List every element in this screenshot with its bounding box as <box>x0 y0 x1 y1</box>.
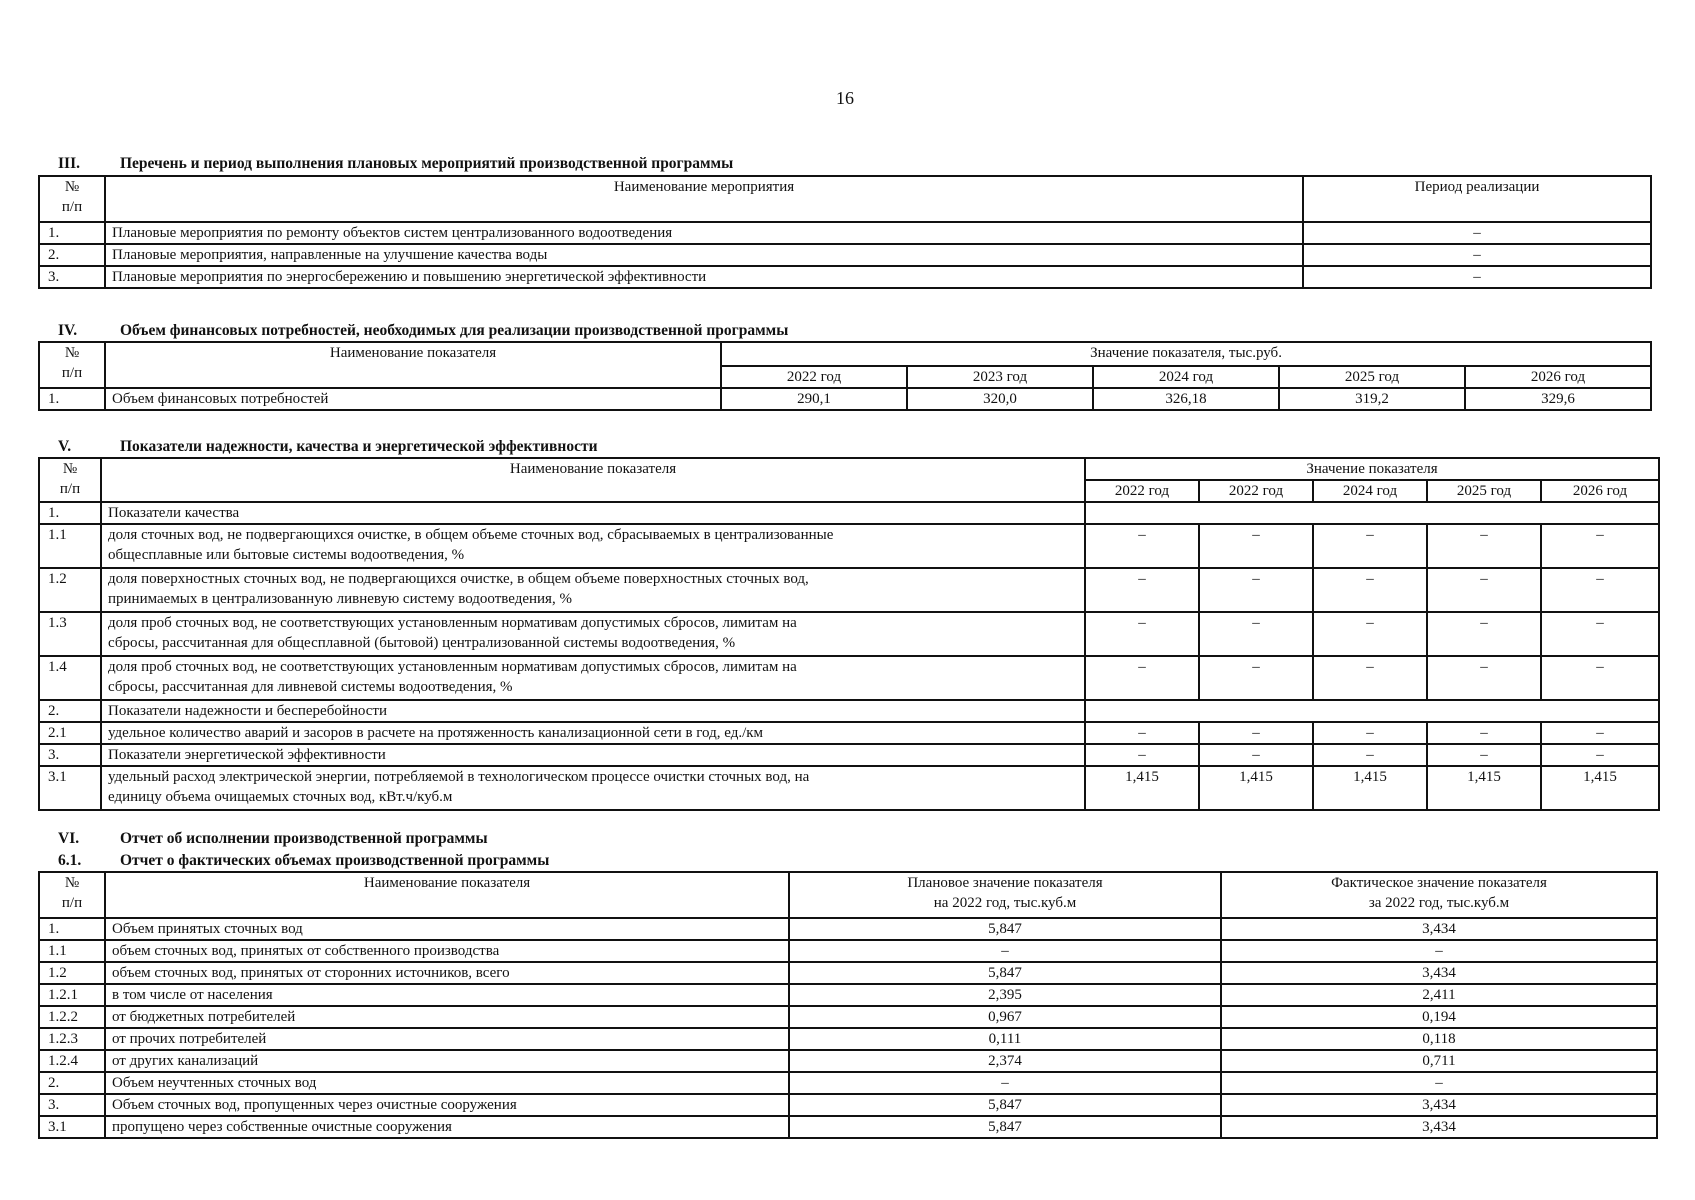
row-no: 1.2 <box>39 962 105 984</box>
row-no: 1.4 <box>39 656 101 700</box>
table-actual-volumes <box>38 871 1658 1139</box>
table-row <box>39 1072 1657 1094</box>
row-name: от прочих потребителей <box>105 1028 789 1050</box>
row-name: Объем сточных вод, пропущенных через очистные сооружения <box>105 1094 789 1116</box>
table-row <box>39 568 1659 612</box>
row-no: 1. <box>39 222 105 244</box>
row-value: 1,415 <box>1313 766 1427 810</box>
row-value: – <box>1199 612 1313 656</box>
row-fact: 3,434 <box>1221 962 1657 984</box>
table-reliability-indicators <box>38 457 1660 811</box>
row-value: – <box>1313 722 1427 744</box>
row-name: от других канализаций <box>105 1050 789 1072</box>
row-name: Объем финансовых потребностей <box>105 388 721 410</box>
row-no: 3. <box>39 744 101 766</box>
row-plan: 5,847 <box>789 1116 1221 1138</box>
table-financial-needs <box>38 341 1652 411</box>
section-4-number: IV. <box>58 322 78 339</box>
row-value: – <box>1313 656 1427 700</box>
header-plan: Плановое значение показателя на 2022 год, тыс.куб.м <box>789 872 1221 918</box>
row-value: – <box>1199 744 1313 766</box>
row-value: – <box>1085 722 1199 744</box>
row-no: 1.3 <box>39 612 101 656</box>
row-fact: 3,434 <box>1221 1094 1657 1116</box>
row-value: – <box>1313 568 1427 612</box>
row-no: 1. <box>39 918 105 940</box>
row-fact: 2,411 <box>1221 984 1657 1006</box>
row-value: – <box>1199 568 1313 612</box>
row-no: 3.1 <box>39 1116 105 1138</box>
row-plan: 5,847 <box>789 1094 1221 1116</box>
group-row <box>39 502 1659 524</box>
row-fact: 0,711 <box>1221 1050 1657 1072</box>
header-year: 2022 год <box>721 366 907 388</box>
row-name: Показатели энергетической эффективности <box>101 744 1085 766</box>
row-name: объем сточных вод, принятых от сторонних источников, всего <box>105 962 789 984</box>
row-plan: 0,111 <box>789 1028 1221 1050</box>
header-name: Наименование показателя <box>101 458 1085 502</box>
row-plan: – <box>789 1072 1221 1094</box>
row-fact: 0,194 <box>1221 1006 1657 1028</box>
table-row <box>39 1116 1657 1138</box>
table-row <box>39 766 1659 810</box>
row-value: – <box>1199 524 1313 568</box>
row-no: 2.1 <box>39 722 101 744</box>
header-year: 2024 год <box>1093 366 1279 388</box>
row-value: – <box>1085 744 1199 766</box>
row-period: – <box>1303 266 1651 288</box>
row-value: – <box>1427 612 1541 656</box>
section-5-number: V. <box>58 438 72 455</box>
row-value: – <box>1541 568 1659 612</box>
row-value: – <box>1199 722 1313 744</box>
row-period: – <box>1303 244 1651 266</box>
row-no: 1.2.4 <box>39 1050 105 1072</box>
row-value: 1,415 <box>1541 766 1659 810</box>
row-value: – <box>1085 524 1199 568</box>
table-header-row <box>39 458 1659 480</box>
table-row <box>39 524 1659 568</box>
row-value: – <box>1427 524 1541 568</box>
row-value: – <box>1541 744 1659 766</box>
row-name: доля проб сточных вод, не соответствующих установленным нормативам допустимых сбросов, лимитам на сбросы, рассчитанная для ливневой системы водоотведения, % <box>101 656 1085 700</box>
header-name: Наименование показателя <box>105 342 721 388</box>
row-value: – <box>1541 722 1659 744</box>
header-year: 2026 год <box>1541 480 1659 502</box>
header-name: Наименование показателя <box>105 872 789 918</box>
section-6-1-number: 6.1. <box>58 852 82 869</box>
row-value: – <box>1541 612 1659 656</box>
row-name: Объем неучтенных сточных вод <box>105 1072 789 1094</box>
row-plan: – <box>789 940 1221 962</box>
row-no: 3.1 <box>39 766 101 810</box>
group-empty-cell <box>1085 502 1659 524</box>
row-name: удельный расход электрической энергии, потребляемой в технологическом процессе очистки сточных вод, на единицу объема очищаемых сточных вод, кВт.ч/куб.м <box>101 766 1085 810</box>
header-value: Значение показателя, тыс.руб. <box>721 342 1651 366</box>
row-name: доля поверхностных сточных вод, не подвергающихся очистке, в общем объеме поверхностных сточных вод, принимаемых в централизованную ливневую систему водоотведения, % <box>101 568 1085 612</box>
header-year: 2022 год <box>1199 480 1313 502</box>
row-plan: 0,967 <box>789 1006 1221 1028</box>
header-year: 2025 год <box>1427 480 1541 502</box>
table-row <box>39 962 1657 984</box>
section-3-title: Перечень и период выполнения плановых мероприятий производственной программы <box>120 155 734 172</box>
row-no: 3. <box>39 266 105 288</box>
header-year: 2023 год <box>907 366 1093 388</box>
group-empty-cell <box>1085 700 1659 722</box>
row-value: – <box>1541 656 1659 700</box>
header-name: Наименование мероприятия <box>105 176 1303 222</box>
row-value: 326,18 <box>1093 388 1279 410</box>
row-no: 1.1 <box>39 940 105 962</box>
row-name: Плановые мероприятия по ремонту объектов систем централизованного водоотведения <box>105 222 1303 244</box>
table-header-row <box>39 342 1651 366</box>
row-fact: 3,434 <box>1221 1116 1657 1138</box>
section-5-heading <box>58 438 598 456</box>
row-no: 1. <box>39 388 105 410</box>
row-name: доля сточных вод, не подвергающихся очистке, в общем объеме сточных вод, сбрасываемых в централизованные общесплавные или бытовые системы водоотведения, % <box>101 524 1085 568</box>
row-plan: 5,847 <box>789 918 1221 940</box>
table-row <box>39 940 1657 962</box>
header-year: 2025 год <box>1279 366 1465 388</box>
table-row <box>39 722 1659 744</box>
row-value: – <box>1313 744 1427 766</box>
table-row <box>39 1094 1657 1116</box>
row-plan: 2,374 <box>789 1050 1221 1072</box>
row-no: 1.2.1 <box>39 984 105 1006</box>
row-no: 2. <box>39 1072 105 1094</box>
section-6-1-title: Отчет о фактических объемах производственной программы <box>120 852 550 869</box>
section-6-1-heading <box>58 852 549 870</box>
row-name: удельное количество аварий и засоров в расчете на протяженность канализационной сети в год, ед./км <box>101 722 1085 744</box>
row-fact: – <box>1221 940 1657 962</box>
table-row <box>39 244 1651 266</box>
row-no: 3. <box>39 1094 105 1116</box>
row-value: – <box>1085 568 1199 612</box>
row-value: 1,415 <box>1085 766 1199 810</box>
row-name: Показатели качества <box>101 502 1085 524</box>
table-row <box>39 1050 1657 1072</box>
row-value: – <box>1313 524 1427 568</box>
table-row <box>39 222 1651 244</box>
header-year: 2024 год <box>1313 480 1427 502</box>
row-value: – <box>1313 612 1427 656</box>
row-value: 320,0 <box>907 388 1093 410</box>
row-name: пропущено через собственные очистные сооружения <box>105 1116 789 1138</box>
row-value: 290,1 <box>721 388 907 410</box>
row-no: 1.2.3 <box>39 1028 105 1050</box>
row-value: 329,6 <box>1465 388 1651 410</box>
row-no: 2. <box>39 244 105 266</box>
section-4-heading <box>58 322 788 340</box>
table-row <box>39 1006 1657 1028</box>
header-year: 2022 год <box>1085 480 1199 502</box>
row-name: Объем принятых сточных вод <box>105 918 789 940</box>
table-header-row <box>39 176 1651 222</box>
header-no: № п/п <box>39 872 105 918</box>
row-no: 1. <box>39 502 101 524</box>
row-no: 1.1 <box>39 524 101 568</box>
header-no: № п/п <box>39 342 105 388</box>
section-4-title: Объем финансовых потребностей, необходимых для реализации производственной программы <box>120 322 789 339</box>
row-name: от бюджетных потребителей <box>105 1006 789 1028</box>
section-6-number: VI. <box>58 830 80 847</box>
section-5-title: Показатели надежности, качества и энергетической эффективности <box>120 438 598 455</box>
row-value: – <box>1427 744 1541 766</box>
row-value: – <box>1085 656 1199 700</box>
table-row <box>39 266 1651 288</box>
section-3-heading <box>58 155 733 173</box>
row-plan: 2,395 <box>789 984 1221 1006</box>
header-fact: Фактическое значение показателя за 2022 год, тыс.куб.м <box>1221 872 1657 918</box>
row-name: в том числе от населения <box>105 984 789 1006</box>
row-value: – <box>1427 656 1541 700</box>
section-6-title: Отчет об исполнении производственной программы <box>120 830 488 847</box>
row-value: – <box>1427 568 1541 612</box>
row-value: – <box>1085 612 1199 656</box>
page-number: 16 <box>836 88 854 108</box>
section-6-heading <box>58 830 488 848</box>
row-value: – <box>1541 524 1659 568</box>
row-value: – <box>1427 722 1541 744</box>
table-header-row <box>39 872 1657 918</box>
header-year: 2026 год <box>1465 366 1651 388</box>
row-name: объем сточных вод, принятых от собственного производства <box>105 940 789 962</box>
row-name: Плановые мероприятия по энергосбережению и повышению энергетической эффективности <box>105 266 1303 288</box>
row-no: 1.2 <box>39 568 101 612</box>
row-plan: 5,847 <box>789 962 1221 984</box>
table-row <box>39 656 1659 700</box>
header-period: Период реализации <box>1303 176 1651 222</box>
table-row <box>39 388 1651 410</box>
table-row <box>39 918 1657 940</box>
header-no: № п/п <box>39 176 105 222</box>
table-planned-measures <box>38 175 1652 289</box>
row-value: 319,2 <box>1279 388 1465 410</box>
row-name: Плановые мероприятия, направленные на улучшение качества воды <box>105 244 1303 266</box>
row-fact: 3,434 <box>1221 918 1657 940</box>
header-no: № п/п <box>39 458 101 502</box>
row-fact: – <box>1221 1072 1657 1094</box>
header-value: Значение показателя <box>1085 458 1659 480</box>
row-value: 1,415 <box>1427 766 1541 810</box>
row-name: доля проб сточных вод, не соответствующих установленным нормативам допустимых сбросов, лимитам на сбросы, рассчитанная для общесплавной (бытовой) централизованной системы водоотведения, % <box>101 612 1085 656</box>
row-period: – <box>1303 222 1651 244</box>
row-no: 2. <box>39 700 101 722</box>
row-no: 1.2.2 <box>39 1006 105 1028</box>
table-row <box>39 984 1657 1006</box>
row-name: Показатели надежности и бесперебойности <box>101 700 1085 722</box>
table-row <box>39 1028 1657 1050</box>
section-3-number: III. <box>58 155 80 172</box>
group-row <box>39 744 1659 766</box>
row-value: 1,415 <box>1199 766 1313 810</box>
row-value: – <box>1199 656 1313 700</box>
group-row <box>39 700 1659 722</box>
row-fact: 0,118 <box>1221 1028 1657 1050</box>
table-row <box>39 612 1659 656</box>
